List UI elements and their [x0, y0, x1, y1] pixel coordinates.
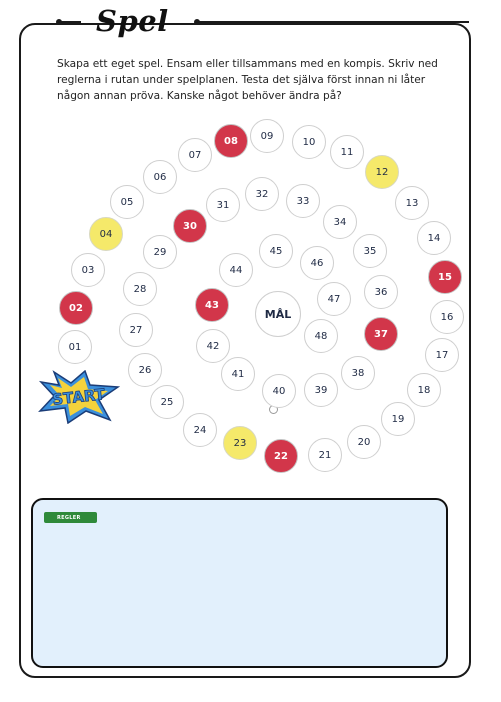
board-square: 01	[58, 330, 92, 364]
board-square: 02	[59, 291, 93, 325]
board-square: 21	[308, 438, 342, 472]
board-square: 23	[223, 426, 257, 460]
goal-square: MÅL	[255, 291, 301, 337]
board-square: 44	[219, 253, 253, 287]
board-square: 33	[286, 184, 320, 218]
board-square: 31	[206, 188, 240, 222]
board-square: 37	[364, 317, 398, 351]
board-square: 30	[173, 209, 207, 243]
board-square: 48	[304, 319, 338, 353]
board-square: 15	[428, 260, 462, 294]
board-square: 45	[259, 234, 293, 268]
board-square: 34	[323, 205, 357, 239]
board-square: 13	[395, 186, 429, 220]
board-square: 12	[365, 155, 399, 189]
board-square: 20	[347, 425, 381, 459]
board-square: 39	[304, 373, 338, 407]
board-square: 46	[300, 246, 334, 280]
board-square: 40	[262, 374, 296, 408]
board-square: 24	[183, 413, 217, 447]
intro-text: Skapa ett eget spel. Ensam eller tillsammans med en kompis. Skriv ned reglerna i rutan under spelplanen. Testa det själva först innan ni låter någon annan pröva. Kanske något behöver ändra på?	[57, 58, 438, 102]
board-square: 35	[353, 234, 387, 268]
board-square: 05	[110, 185, 144, 219]
page-title: Spel	[96, 4, 169, 38]
board-square: 14	[417, 221, 451, 255]
board-square: 43	[195, 288, 229, 322]
start-star-icon	[38, 370, 120, 424]
board-square: 17	[425, 338, 459, 372]
board-square: 18	[407, 373, 441, 407]
board-square: 42	[196, 329, 230, 363]
board-square: 19	[381, 402, 415, 436]
board-square: 32	[245, 177, 279, 211]
board-square: 11	[330, 135, 364, 169]
start-label: START	[51, 385, 106, 409]
board-square: 06	[143, 160, 177, 194]
board-square: 03	[71, 253, 105, 287]
board-square: 38	[341, 356, 375, 390]
board-square: 47	[317, 282, 351, 316]
board-square: 22	[264, 439, 298, 473]
board-square: 25	[150, 385, 184, 419]
board-square: 07	[178, 138, 212, 172]
board-square: 08	[214, 124, 248, 158]
rules-tag: REGLER	[44, 512, 97, 523]
board-square: 29	[143, 235, 177, 269]
board-square: 36	[364, 275, 398, 309]
board-square: 27	[119, 313, 153, 347]
board-square: 28	[123, 272, 157, 306]
board-square: 16	[430, 300, 464, 334]
board-square: 26	[128, 353, 162, 387]
board-square: 10	[292, 125, 326, 159]
board-square: 41	[221, 357, 255, 391]
rules-writing-box[interactable]	[31, 498, 448, 668]
board-square: 04	[89, 217, 123, 251]
board-square: 09	[250, 119, 284, 153]
